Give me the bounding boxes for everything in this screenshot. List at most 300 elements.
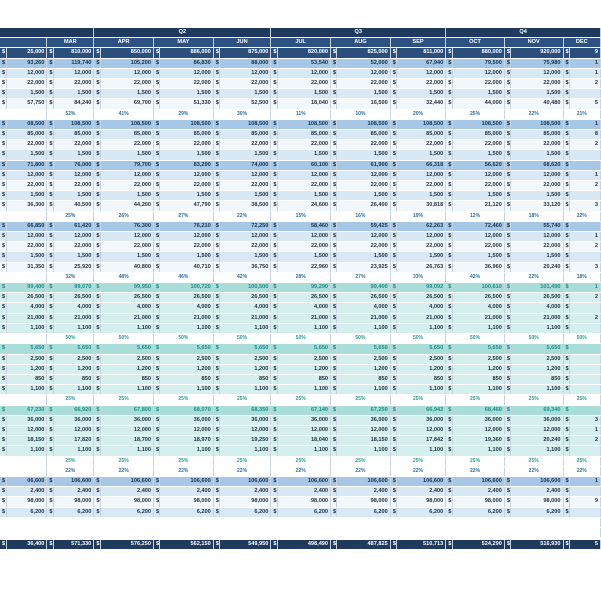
cell-value[interactable]: 57,750 xyxy=(6,99,47,109)
cell-value[interactable]: 98,000 xyxy=(160,497,213,507)
cell-value[interactable]: 5,650 xyxy=(6,344,47,354)
cell-value[interactable]: 22,000 xyxy=(100,79,153,89)
cell-value[interactable]: 811,000 xyxy=(397,48,446,58)
cell-value[interactable]: 12,000 xyxy=(53,68,94,78)
cell-value[interactable]: 1,100 xyxy=(160,385,213,395)
cell-value[interactable]: 40,800 xyxy=(100,262,153,272)
cell-value[interactable]: 22,000 xyxy=(160,79,213,89)
cell-value[interactable]: 26,500 xyxy=(511,293,563,303)
cell-value[interactable]: 1,500 xyxy=(160,150,213,160)
cell-value[interactable]: 5 xyxy=(569,539,600,550)
cell-value[interactable]: 85,000 xyxy=(511,130,563,140)
cell-value[interactable]: 1,500 xyxy=(452,89,504,99)
cell-value[interactable]: 25,000 xyxy=(6,48,47,58)
cell-value[interactable]: 1,500 xyxy=(277,89,330,99)
cell-value[interactable]: 825,000 xyxy=(337,48,390,58)
cell-value[interactable]: 36,000 xyxy=(220,415,271,425)
cell-value[interactable]: 66,942 xyxy=(397,405,446,415)
cell-value[interactable]: 85,000 xyxy=(6,130,47,140)
cell-value[interactable]: 1 xyxy=(569,476,600,486)
cell-value[interactable]: 44,000 xyxy=(452,99,504,109)
cell-value[interactable]: 21,000 xyxy=(220,313,271,323)
cell-value[interactable]: 98,000 xyxy=(100,497,153,507)
cell-value[interactable]: 5 xyxy=(569,99,600,109)
cell-value[interactable]: 22,000 xyxy=(511,79,563,89)
cell-value[interactable]: 26,500 xyxy=(53,293,94,303)
cell-value[interactable]: 23,925 xyxy=(337,262,390,272)
cell-value[interactable]: 2,400 xyxy=(397,487,446,497)
cell-value[interactable]: 12,000 xyxy=(511,170,563,180)
cell-value[interactable]: 22,000 xyxy=(220,242,271,252)
cell-value[interactable]: 1,100 xyxy=(220,323,271,333)
cell-value[interactable]: 562,150 xyxy=(160,539,213,550)
cell-value[interactable]: 22,000 xyxy=(220,181,271,191)
cell-value[interactable]: 6,200 xyxy=(100,507,153,517)
cell-value[interactable]: 2,400 xyxy=(160,487,213,497)
cell-value[interactable] xyxy=(569,150,600,160)
cell-value[interactable]: 12,000 xyxy=(100,232,153,242)
cell-value[interactable]: 1,100 xyxy=(511,323,563,333)
cell-value[interactable]: 22,000 xyxy=(160,242,213,252)
cell-value[interactable]: 850 xyxy=(277,374,330,384)
cell-value[interactable]: 22,000 xyxy=(53,181,94,191)
cell-value[interactable]: 21,000 xyxy=(277,313,330,323)
cell-value[interactable]: 487,825 xyxy=(337,539,390,550)
cell-value[interactable]: 1,500 xyxy=(160,191,213,201)
cell-value[interactable]: 21,000 xyxy=(53,313,94,323)
cell-value[interactable]: 850 xyxy=(220,374,271,384)
cell-value[interactable]: 75,980 xyxy=(511,58,563,68)
cell-value[interactable]: 22,000 xyxy=(337,242,390,252)
cell-value[interactable]: 850,000 xyxy=(100,48,153,58)
cell-value[interactable]: 12,000 xyxy=(220,425,271,435)
cell-value[interactable]: 22,000 xyxy=(100,242,153,252)
cell-value[interactable]: 26,400 xyxy=(337,201,390,211)
cell-value[interactable]: 875,000 xyxy=(220,48,271,58)
cell-value[interactable]: 2 xyxy=(569,79,600,89)
cell-value[interactable]: 1,500 xyxy=(100,191,153,201)
cell-value[interactable]: 12,000 xyxy=(511,425,563,435)
cell-value[interactable]: 2 xyxy=(569,140,600,150)
cell-value[interactable]: 68,620 xyxy=(511,160,563,170)
cell-value[interactable] xyxy=(569,507,600,517)
cell-value[interactable]: 99,092 xyxy=(397,283,446,293)
cell-value[interactable]: 108,500 xyxy=(160,119,213,129)
cell-value[interactable]: 68,460 xyxy=(452,405,504,415)
cell-value[interactable]: 12,000 xyxy=(337,68,390,78)
cell-value[interactable]: 5,650 xyxy=(53,344,94,354)
cell-value[interactable]: 1,100 xyxy=(397,446,446,456)
cell-value[interactable]: 22,000 xyxy=(6,242,47,252)
cell-value[interactable]: 21,000 xyxy=(511,313,563,323)
cell-value[interactable]: 850 xyxy=(100,374,153,384)
cell-value[interactable]: 1,500 xyxy=(452,191,504,201)
cell-value[interactable]: 21,000 xyxy=(337,313,390,323)
cell-value[interactable]: 1,500 xyxy=(53,191,94,201)
cell-value[interactable]: 12,000 xyxy=(397,232,446,242)
cell-value[interactable]: 31,350 xyxy=(6,262,47,272)
cell-value[interactable]: 22,000 xyxy=(6,181,47,191)
cell-value[interactable]: 76,300 xyxy=(100,221,153,231)
cell-value[interactable]: 66,850 xyxy=(6,221,47,231)
cell-value[interactable]: 60,100 xyxy=(277,160,330,170)
cell-value[interactable]: 67,250 xyxy=(337,405,390,415)
cell-value[interactable]: 52,500 xyxy=(220,99,271,109)
cell-value[interactable]: 1,100 xyxy=(220,385,271,395)
cell-value[interactable]: 36,000 xyxy=(277,415,330,425)
cell-value[interactable]: 810,000 xyxy=(53,48,94,58)
cell-value[interactable]: 22,000 xyxy=(452,242,504,252)
cell-value[interactable]: 1,200 xyxy=(397,364,446,374)
cell-value[interactable]: 1,100 xyxy=(100,323,153,333)
cell-value[interactable]: 1,500 xyxy=(6,191,47,201)
cell-value[interactable]: 6,200 xyxy=(160,507,213,517)
cell-value[interactable] xyxy=(569,221,600,231)
cell-value[interactable]: 22,000 xyxy=(511,242,563,252)
cell-value[interactable]: 22,000 xyxy=(6,79,47,89)
cell-value[interactable]: 106,600 xyxy=(337,476,390,486)
cell-value[interactable]: 1,100 xyxy=(100,446,153,456)
cell-value[interactable]: 5,650 xyxy=(397,344,446,354)
cell-value[interactable]: 12,000 xyxy=(511,68,563,78)
cell-value[interactable]: 12,000 xyxy=(53,170,94,180)
cell-value[interactable]: 22,000 xyxy=(220,140,271,150)
cell-value[interactable]: 6,200 xyxy=(53,507,94,517)
cell-value[interactable]: 1,100 xyxy=(337,446,390,456)
cell-value[interactable]: 36,400 xyxy=(6,539,47,550)
cell-value[interactable]: 98,000 xyxy=(53,497,94,507)
cell-value[interactable]: 1 xyxy=(569,232,600,242)
cell-value[interactable]: 72,460 xyxy=(452,221,504,231)
cell-value[interactable]: 4,000 xyxy=(160,303,213,313)
cell-value[interactable]: 12,000 xyxy=(6,232,47,242)
cell-value[interactable]: 61,420 xyxy=(53,221,94,231)
cell-value[interactable]: 2,400 xyxy=(53,487,94,497)
cell-value[interactable]: 12,000 xyxy=(337,232,390,242)
cell-value[interactable]: 105,200 xyxy=(100,58,153,68)
cell-value[interactable] xyxy=(569,405,600,415)
cell-value[interactable]: 9 xyxy=(569,497,600,507)
cell-value[interactable]: 1,500 xyxy=(220,150,271,160)
cell-value[interactable]: 1,100 xyxy=(220,446,271,456)
cell-value[interactable] xyxy=(569,160,600,170)
cell-value[interactable]: 3 xyxy=(569,415,600,425)
cell-value[interactable]: 498,490 xyxy=(277,539,330,550)
cell-value[interactable]: 1,200 xyxy=(511,364,563,374)
cell-value[interactable]: 22,000 xyxy=(337,79,390,89)
cell-value[interactable]: 5,650 xyxy=(277,344,330,354)
cell-value[interactable]: 36,960 xyxy=(452,262,504,272)
cell-value[interactable]: 22,000 xyxy=(277,79,330,89)
cell-value[interactable]: 08,500 xyxy=(6,119,47,129)
cell-value[interactable]: 22,960 xyxy=(277,262,330,272)
cell-value[interactable]: 85,000 xyxy=(53,130,94,140)
cell-value[interactable]: 6,200 xyxy=(277,507,330,517)
cell-value[interactable]: 26,500 xyxy=(337,293,390,303)
cell-value[interactable]: 100,610 xyxy=(452,283,504,293)
cell-value[interactable]: 1,500 xyxy=(337,89,390,99)
cell-value[interactable]: 2,500 xyxy=(100,354,153,364)
cell-value[interactable]: 1 xyxy=(569,68,600,78)
cell-value[interactable]: 69,340 xyxy=(511,405,563,415)
cell-value[interactable]: 100,720 xyxy=(160,283,213,293)
cell-value[interactable]: 84,240 xyxy=(53,99,94,109)
cell-value[interactable]: 12,000 xyxy=(397,170,446,180)
cell-value[interactable]: 2,400 xyxy=(277,487,330,497)
cell-value[interactable]: 85,000 xyxy=(220,130,271,140)
cell-value[interactable]: 2,500 xyxy=(53,354,94,364)
cell-value[interactable]: 12,000 xyxy=(337,425,390,435)
cell-value[interactable]: 1,100 xyxy=(160,446,213,456)
cell-value[interactable]: 510,713 xyxy=(397,539,446,550)
cell-value[interactable]: 1,500 xyxy=(511,89,563,99)
cell-value[interactable]: 1,100 xyxy=(6,385,47,395)
cell-value[interactable]: 108,500 xyxy=(337,119,390,129)
cell-value[interactable]: 22,000 xyxy=(53,79,94,89)
cell-value[interactable]: 1,500 xyxy=(6,150,47,160)
cell-value[interactable]: 1 xyxy=(569,170,600,180)
cell-value[interactable]: 6,200 xyxy=(6,507,47,517)
cell-value[interactable]: 1,100 xyxy=(452,323,504,333)
cell-value[interactable]: 12,000 xyxy=(337,170,390,180)
cell-value[interactable]: 100,500 xyxy=(220,283,271,293)
cell-value[interactable]: 22,000 xyxy=(277,181,330,191)
cell-value[interactable]: 26,500 xyxy=(160,293,213,303)
cell-value[interactable]: 40,710 xyxy=(160,262,213,272)
cell-value[interactable]: 22,000 xyxy=(53,140,94,150)
cell-value[interactable]: 22,000 xyxy=(160,140,213,150)
cell-value[interactable]: 12,000 xyxy=(100,425,153,435)
cell-value[interactable]: 12,000 xyxy=(277,425,330,435)
cell-value[interactable]: 26,500 xyxy=(452,293,504,303)
cell-value[interactable]: 12,000 xyxy=(160,170,213,180)
cell-value[interactable]: 52,000 xyxy=(337,58,390,68)
cell-value[interactable]: 1,100 xyxy=(452,446,504,456)
cell-value[interactable]: 19,250 xyxy=(220,436,271,446)
cell-value[interactable]: 1,100 xyxy=(53,385,94,395)
cell-value[interactable]: 76,000 xyxy=(53,160,94,170)
cell-value[interactable]: 79,500 xyxy=(452,58,504,68)
cell-value[interactable]: 108,500 xyxy=(452,119,504,129)
cell-value[interactable]: 2 xyxy=(569,242,600,252)
cell-value[interactable]: 1,500 xyxy=(220,191,271,201)
cell-value[interactable]: 22,000 xyxy=(100,181,153,191)
cell-value[interactable]: 12,000 xyxy=(397,425,446,435)
cell-value[interactable]: 1 xyxy=(569,283,600,293)
cell-value[interactable]: 22,000 xyxy=(337,181,390,191)
cell-value[interactable]: 1,100 xyxy=(337,323,390,333)
cell-value[interactable]: 38,500 xyxy=(220,201,271,211)
cell-value[interactable]: 12,000 xyxy=(53,425,94,435)
cell-value[interactable]: 1,500 xyxy=(277,150,330,160)
cell-value[interactable]: 108,500 xyxy=(220,119,271,129)
cell-value[interactable]: 40,500 xyxy=(53,201,94,211)
cell-value[interactable]: 106,600 xyxy=(100,476,153,486)
cell-value[interactable]: 108,500 xyxy=(100,119,153,129)
cell-value[interactable] xyxy=(569,323,600,333)
cell-value[interactable]: 9 xyxy=(569,48,600,58)
cell-value[interactable]: 12,000 xyxy=(452,68,504,78)
cell-value[interactable]: 2,500 xyxy=(6,354,47,364)
cell-value[interactable]: 51,330 xyxy=(160,99,213,109)
cell-value[interactable]: 17,820 xyxy=(53,436,94,446)
cell-value[interactable]: 22,000 xyxy=(277,140,330,150)
cell-value[interactable]: 99,400 xyxy=(337,283,390,293)
cell-value[interactable]: 26,763 xyxy=(397,262,446,272)
cell-value[interactable]: 36,000 xyxy=(53,415,94,425)
cell-value[interactable]: 850 xyxy=(160,374,213,384)
cell-value[interactable]: 1,500 xyxy=(160,252,213,262)
cell-value[interactable] xyxy=(569,487,600,497)
cell-value[interactable]: 12,000 xyxy=(100,170,153,180)
cell-value[interactable]: 26,500 xyxy=(6,293,47,303)
cell-value[interactable]: 12,000 xyxy=(160,425,213,435)
cell-value[interactable]: 56,620 xyxy=(452,160,504,170)
cell-value[interactable]: 4,000 xyxy=(53,303,94,313)
cell-value[interactable]: 99,290 xyxy=(277,283,330,293)
cell-value[interactable]: 1,100 xyxy=(53,323,94,333)
cell-value[interactable]: 106,600 xyxy=(511,476,563,486)
cell-value[interactable]: 2,400 xyxy=(511,487,563,497)
cell-value[interactable]: 79,700 xyxy=(100,160,153,170)
cell-value[interactable]: 12,000 xyxy=(220,170,271,180)
cell-value[interactable]: 61,900 xyxy=(337,160,390,170)
cell-value[interactable]: 1,500 xyxy=(53,150,94,160)
cell-value[interactable]: 12,000 xyxy=(511,232,563,242)
cell-value[interactable]: 71,800 xyxy=(6,160,47,170)
cell-value[interactable]: 12,000 xyxy=(452,425,504,435)
cell-value[interactable]: 86,830 xyxy=(160,58,213,68)
cell-value[interactable]: 1,200 xyxy=(100,364,153,374)
cell-value[interactable]: 1,200 xyxy=(337,364,390,374)
cell-value[interactable]: 66,318 xyxy=(397,160,446,170)
cell-value[interactable]: 21,000 xyxy=(397,313,446,323)
cell-value[interactable]: 22,000 xyxy=(511,140,563,150)
cell-value[interactable]: 1,500 xyxy=(397,252,446,262)
cell-value[interactable]: 920,000 xyxy=(511,48,563,58)
cell-value[interactable]: 1,500 xyxy=(397,150,446,160)
cell-value[interactable]: 2,500 xyxy=(277,354,330,364)
cell-value[interactable]: 5,650 xyxy=(511,344,563,354)
cell-value[interactable]: 18,150 xyxy=(6,436,47,446)
cell-value[interactable]: 12,000 xyxy=(452,232,504,242)
cell-value[interactable]: 108,500 xyxy=(53,119,94,129)
cell-value[interactable]: 83,290 xyxy=(160,160,213,170)
cell-value[interactable]: 1,500 xyxy=(53,89,94,99)
cell-value[interactable] xyxy=(569,385,600,395)
cell-value[interactable]: 106,600 xyxy=(53,476,94,486)
cell-value[interactable]: 99,070 xyxy=(53,283,94,293)
cell-value[interactable]: 21,000 xyxy=(100,313,153,323)
cell-value[interactable]: 549,950 xyxy=(220,539,271,550)
cell-value[interactable]: 36,000 xyxy=(511,415,563,425)
cell-value[interactable]: 59,425 xyxy=(337,221,390,231)
cell-value[interactable]: 1,100 xyxy=(160,323,213,333)
cell-value[interactable]: 76,210 xyxy=(160,221,213,231)
cell-value[interactable]: 22,000 xyxy=(220,79,271,89)
cell-value[interactable]: 98,000 xyxy=(337,497,390,507)
cell-value[interactable]: 5,650 xyxy=(100,344,153,354)
cell-value[interactable]: 5,650 xyxy=(220,344,271,354)
cell-value[interactable]: 1,100 xyxy=(6,446,47,456)
cell-value[interactable]: 2 xyxy=(569,181,600,191)
cell-value[interactable]: 36,000 xyxy=(397,415,446,425)
cell-value[interactable]: 20,240 xyxy=(511,436,563,446)
cell-value[interactable]: 106,600 xyxy=(277,476,330,486)
cell-value[interactable] xyxy=(569,191,600,201)
cell-value[interactable]: 16,500 xyxy=(337,99,390,109)
cell-value[interactable]: 98,000 xyxy=(220,497,271,507)
cell-value[interactable]: 1 xyxy=(569,119,600,129)
cell-value[interactable]: 12,000 xyxy=(452,170,504,180)
cell-value[interactable]: 12,000 xyxy=(100,68,153,78)
cell-value[interactable]: 12,000 xyxy=(277,232,330,242)
cell-value[interactable]: 30,818 xyxy=(397,201,446,211)
cell-value[interactable]: 85,000 xyxy=(277,130,330,140)
cell-value[interactable]: 22,000 xyxy=(160,181,213,191)
cell-value[interactable]: 4,000 xyxy=(277,303,330,313)
cell-value[interactable]: 12,000 xyxy=(277,170,330,180)
cell-value[interactable]: 106,600 xyxy=(220,476,271,486)
cell-value[interactable]: 12,000 xyxy=(220,68,271,78)
cell-value[interactable]: 4,000 xyxy=(100,303,153,313)
cell-value[interactable]: 1,100 xyxy=(53,446,94,456)
cell-value[interactable]: 1,200 xyxy=(452,364,504,374)
cell-value[interactable]: 26,500 xyxy=(397,293,446,303)
cell-value[interactable] xyxy=(569,89,600,99)
cell-value[interactable]: 1,500 xyxy=(337,191,390,201)
cell-value[interactable]: 1,500 xyxy=(6,89,47,99)
cell-value[interactable]: 5,650 xyxy=(452,344,504,354)
cell-value[interactable]: 36,000 xyxy=(452,415,504,425)
cell-value[interactable]: 85,000 xyxy=(100,130,153,140)
cell-value[interactable]: 99,400 xyxy=(6,283,47,293)
cell-value[interactable]: 4,000 xyxy=(452,303,504,313)
cell-value[interactable]: 18,040 xyxy=(277,99,330,109)
cell-value[interactable]: 6,200 xyxy=(220,507,271,517)
cell-value[interactable]: 98,000 xyxy=(511,497,563,507)
cell-value[interactable]: 1,200 xyxy=(277,364,330,374)
cell-value[interactable]: 1,500 xyxy=(397,191,446,201)
cell-value[interactable]: 1,500 xyxy=(397,89,446,99)
cell-value[interactable]: 36,000 xyxy=(100,415,153,425)
cell-value[interactable]: 20,240 xyxy=(511,262,563,272)
cell-value[interactable]: 72,250 xyxy=(220,221,271,231)
cell-value[interactable]: 33,120 xyxy=(511,201,563,211)
cell-value[interactable]: 5,650 xyxy=(337,344,390,354)
cell-value[interactable]: 2,500 xyxy=(397,354,446,364)
cell-value[interactable]: 12,000 xyxy=(277,68,330,78)
cell-value[interactable]: 1,500 xyxy=(511,150,563,160)
cell-value[interactable]: 3 xyxy=(569,201,600,211)
cell-value[interactable]: 1,200 xyxy=(220,364,271,374)
cell-value[interactable]: 58,460 xyxy=(277,221,330,231)
cell-value[interactable]: 1,500 xyxy=(100,252,153,262)
cell-value[interactable] xyxy=(569,344,600,354)
cell-value[interactable]: 98,000 xyxy=(397,497,446,507)
cell-value[interactable]: 1 xyxy=(569,58,600,68)
cell-value[interactable]: 22,000 xyxy=(337,140,390,150)
cell-value[interactable]: 22,000 xyxy=(452,79,504,89)
cell-value[interactable]: 1,500 xyxy=(220,89,271,99)
cell-value[interactable]: 93,260 xyxy=(6,58,47,68)
cell-value[interactable]: 1,500 xyxy=(337,150,390,160)
cell-value[interactable]: 1,100 xyxy=(397,385,446,395)
cell-value[interactable]: 18,700 xyxy=(100,436,153,446)
cell-value[interactable]: 17,842 xyxy=(397,436,446,446)
cell-value[interactable]: 880,000 xyxy=(452,48,504,58)
cell-value[interactable]: 6,200 xyxy=(337,507,390,517)
